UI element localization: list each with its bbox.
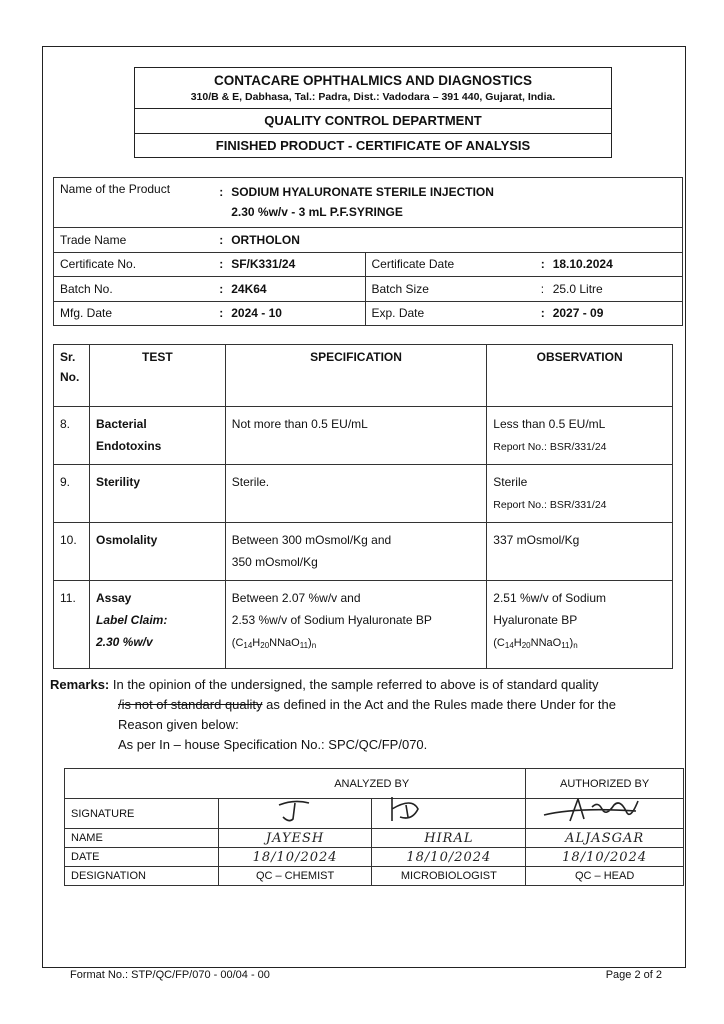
- header-test: TEST: [89, 345, 225, 407]
- document-header: [134, 67, 612, 158]
- signature-microbiologist: [372, 799, 526, 829]
- remarks-strike-text: /is not of standard quality: [118, 697, 263, 712]
- exp-date-value: : 2027 - 09: [535, 301, 683, 326]
- table-row: [54, 523, 673, 581]
- test-results-table: [53, 344, 673, 669]
- signature-label: SIGNATURE: [65, 799, 219, 829]
- remarks-line-2: as defined in the Act and the Rules made there Under for the: [262, 697, 616, 712]
- remarks-line-3: Reason given below:: [118, 717, 239, 732]
- formula: $(C_{14}H_{20}NNaO_{11})_n$: [231, 637, 317, 650]
- page-number: Page 2 of 2: [605, 969, 662, 981]
- row-specification: Sterile.: [225, 465, 486, 523]
- row-test: Sterility: [89, 465, 225, 523]
- certificate-date-value: : 18.10.2024: [535, 252, 683, 277]
- signature-table: [64, 768, 684, 886]
- date-chemist: 18/10/2024: [218, 848, 372, 867]
- row-observation: 2.51 %w/v of Sodium Hyaluronate BP $(C_{14}H_{20}NNaO_{11})_n$: [487, 581, 673, 669]
- name-label: NAME: [65, 829, 219, 848]
- analyzed-by-heading: ANALYZED BY: [218, 769, 526, 799]
- product-name-label: Name of the Product: [54, 178, 214, 228]
- row-specification: Between 2.07 %w/v and 2.53 %w/v of Sodium Hyaluronate BP $(C_{14}H_{20}NNaO_{11})_n$: [225, 581, 486, 669]
- label-claim-label: Label Claim:: [95, 613, 168, 627]
- date-microbiologist: 18/10/2024: [372, 848, 526, 867]
- header-observation: OBSERVATION: [487, 345, 673, 407]
- date-qc-head: 18/10/2024: [526, 848, 684, 867]
- department-title: QUALITY CONTROL DEPARTMENT: [135, 109, 611, 134]
- remarks-label: Remarks:: [50, 677, 110, 692]
- exp-date-label: Exp. Date: [365, 301, 535, 326]
- row-observation: 337 mOsmol/Kg: [487, 523, 673, 581]
- date-label: DATE: [65, 848, 219, 867]
- label-claim-value: 2.30 %w/v: [95, 635, 153, 649]
- certificate-no-label: Certificate No.: [54, 252, 214, 277]
- row-test: Bacterial Endotoxins: [89, 407, 225, 465]
- name-qc-head: ALJASGAR: [526, 829, 684, 848]
- row-sr: 10.: [54, 523, 90, 581]
- table-row: [54, 465, 673, 523]
- product-details-table: [53, 177, 683, 326]
- remarks-line-1: In the opinion of the undersigned, the sample referred to above is of standard quality: [112, 677, 599, 692]
- mfg-date-label: Mfg. Date: [54, 301, 214, 326]
- designation-microbiologist: MICROBIOLOGIST: [372, 867, 526, 886]
- formula: $(C_{14}H_{20}NNaO_{11})_n$: [493, 637, 578, 650]
- table-row: [54, 581, 673, 669]
- certificate-date-label: Certificate Date: [365, 252, 535, 277]
- trade-name-label: Trade Name: [54, 228, 214, 253]
- row-observation: Sterile Report No.: BSR/331/24: [487, 465, 673, 523]
- trade-name-value: : ORTHOLON: [213, 228, 682, 253]
- name-chemist: JAYESH: [218, 829, 372, 848]
- designation-qc-head: QC – HEAD: [526, 867, 684, 886]
- designation-label: DESIGNATION: [65, 867, 219, 886]
- handwritten-signature-icon: [219, 793, 369, 827]
- remarks-section: [50, 675, 675, 755]
- handwritten-signature-icon: [372, 793, 522, 827]
- certificate-no-value: : SF/K331/24: [213, 252, 365, 277]
- batch-size-value: : 25.0 Litre: [535, 277, 683, 302]
- authorized-by-heading: AUTHORIZED BY: [526, 769, 684, 799]
- certificate-title: FINISHED PRODUCT - CERTIFICATE OF ANALYSIS: [215, 138, 531, 153]
- mfg-date-value: : 2024 - 10: [213, 301, 365, 326]
- row-sr: 9.: [54, 465, 90, 523]
- batch-no-label: Batch No.: [54, 277, 214, 302]
- row-sr: 11.: [54, 581, 90, 669]
- header-specification: SPECIFICATION: [225, 345, 486, 407]
- name-microbiologist: HIRAL: [372, 829, 526, 848]
- product-name-value: : SODIUM HYALURONATE STERILE INJECTION 2.30 %w/v - 3 mL P.F.SYRINGE: [213, 178, 682, 228]
- designation-chemist: QC – CHEMIST: [218, 867, 372, 886]
- signature-qc-head: [526, 799, 684, 829]
- batch-size-label: Batch Size: [365, 277, 535, 302]
- row-test: Osmolality: [89, 523, 225, 581]
- signature-chemist: [218, 799, 372, 829]
- company-address: 310/B & E, Dabhasa, Tal.: Padra, Dist.: Vadodara – 391 440, Gujarat, India.: [135, 88, 611, 109]
- format-number: Format No.: STP/QC/FP/070 - 00/04 - 00: [70, 969, 270, 981]
- remarks-line-4: As per In – house Specification No.: SPC/QC/FP/070.: [118, 737, 428, 752]
- batch-no-value: : 24K64: [213, 277, 365, 302]
- header-sr-no: Sr. No.: [54, 345, 90, 407]
- row-test: Assay Label Claim: 2.30 %w/v: [89, 581, 225, 669]
- table-row: [54, 407, 673, 465]
- row-sr: 8.: [54, 407, 90, 465]
- handwritten-signature-icon: [526, 793, 676, 827]
- row-specification: Not more than 0.5 EU/mL: [225, 407, 486, 465]
- company-name: CONTACARE OPHTHALMICS AND DIAGNOSTICS: [214, 73, 532, 88]
- row-specification: Between 300 mOsmol/Kg and 350 mOsmol/Kg: [225, 523, 486, 581]
- row-observation: Less than 0.5 EU/mL Report No.: BSR/331/24: [487, 407, 673, 465]
